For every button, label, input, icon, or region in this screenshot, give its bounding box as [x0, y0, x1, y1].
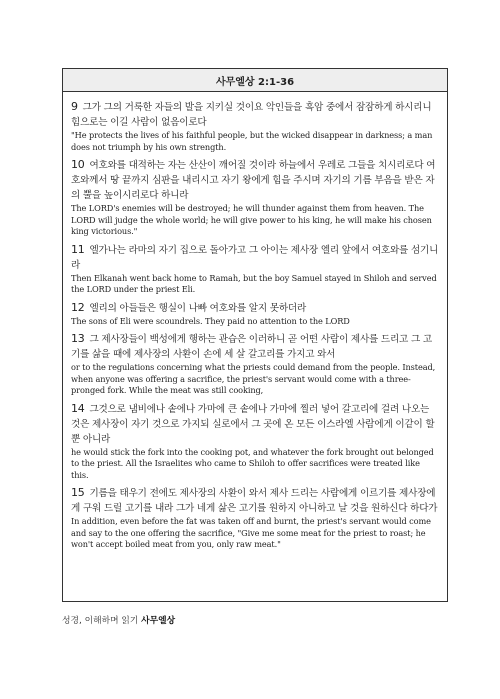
verse-number: 13 — [71, 332, 85, 345]
footer-series: 성경, 이해하며 읽기 — [62, 616, 139, 626]
verse-11 — [71, 242, 439, 296]
passage-title: 사무엘상 2:1-36 — [215, 76, 295, 88]
verse-english: Then Elkanah went back home to Ramah, but the boy Samuel stayed in Shiloh and served the LORD under the priest Eli. — [71, 272, 437, 294]
page-footer — [62, 613, 175, 626]
verse-korean: 14 그것으로 냄비에나 솥에나 가마에 큰 솥에나 가마에 찔러 넣어 갈고리에 걸려 나오는 것은 제사장이 자기 것으로 가지되 실로에서 그 곳에 온 모든 이스라엘 사람에게 이같이 할 뿐 아니라 — [71, 401, 435, 445]
verse-english: "He protects the lives of his faithful people, but the wicked disappear in darkness; a man does not triumph by his own strength. — [71, 130, 433, 152]
passage-box — [62, 68, 448, 602]
verse-14 — [71, 401, 439, 482]
verse-english: The sons of Eli were scoundrels. They paid no attention to the LORD — [71, 315, 350, 326]
verse-number: 14 — [71, 401, 85, 415]
verse-number: 10 — [71, 158, 85, 171]
passage-header — [63, 69, 447, 92]
verse-korean: 12 엘리의 아들들은 행실이 나빠 여호와를 알지 못하더라 — [71, 300, 307, 314]
verse-10 — [71, 157, 439, 238]
verse-9 — [71, 99, 439, 153]
verse-korean: 9 그가 그의 거룩한 자들의 발을 지키실 것이요 악인들을 흑암 중에서 잠잠하게 하시리니 힘으로는 이길 사람이 없음이로다 — [71, 100, 432, 128]
passage-content — [63, 92, 447, 551]
verse-english: The LORD's enemies will be destroyed; he will thunder against them from heaven. The LORD will judge the whole world; he will give power to his king, he will make his chosen king victorious." — [71, 203, 432, 236]
verse-number: 11 — [71, 242, 85, 256]
verse-korean: 13 그 제사장들이 백성에게 행하는 관습은 이러하니 곧 어떤 사람이 제사를 드리고 그 고기를 삶을 때에 제사장의 사환이 손에 세 살 갈고리를 가지고 와서 — [71, 332, 432, 360]
verse-korean: 15 기름을 태우기 전에도 제사장의 사환이 와서 제사 드리는 사람에게 이르기를 제사장에게 구워 드릴 고기를 내라 그가 네게 삶은 고기를 원하지 아니하고 날 것을 원하신다 하다가 — [71, 486, 438, 514]
verse-number: 9 — [71, 100, 78, 113]
verse-number: 15 — [71, 486, 85, 499]
verse-12 — [71, 300, 439, 328]
verse-korean: 11 엘가나는 라마의 자기 집으로 돌아가고 그 아이는 제사장 엘리 앞에서 여호와를 섬기니라 — [71, 242, 439, 271]
verse-english: he would stick the fork into the cooking pot, and whatever the fork brought out belonged to the priest. All the Israelites who came to Shiloh to offer sacrifices were treated like this. — [71, 446, 434, 480]
verse-number: 12 — [71, 300, 85, 314]
verse-15 — [71, 485, 439, 551]
footer-book: 사무엘상 — [141, 616, 176, 626]
verse-english: or to the regulations concerning what the priests could demand from the people. Instead, when anyone was offering a sacrifice, the priest's servant would come with a three-pronged fork. While the meat was still cooking, — [71, 362, 436, 395]
verse-korean: 10 여호와를 대적하는 자는 산산이 깨어질 것이라 하늘에서 우레로 그들을 치시리로다 여호와께서 땅 끝까지 심판을 내리시고 자기 왕에게 힘을 주시며 자기의 기름 부음을 받은 자의 뿔을 높이시리로다 하니라 — [71, 158, 436, 201]
verse-english: In addition, even before the fat was taken off and burnt, the priest's servant would come and say to the one offering the sacrifice, "Give me some meat for the priest to roast; he won't accept boiled meat from you, only raw meat." — [71, 516, 431, 549]
verse-13 — [71, 331, 439, 397]
